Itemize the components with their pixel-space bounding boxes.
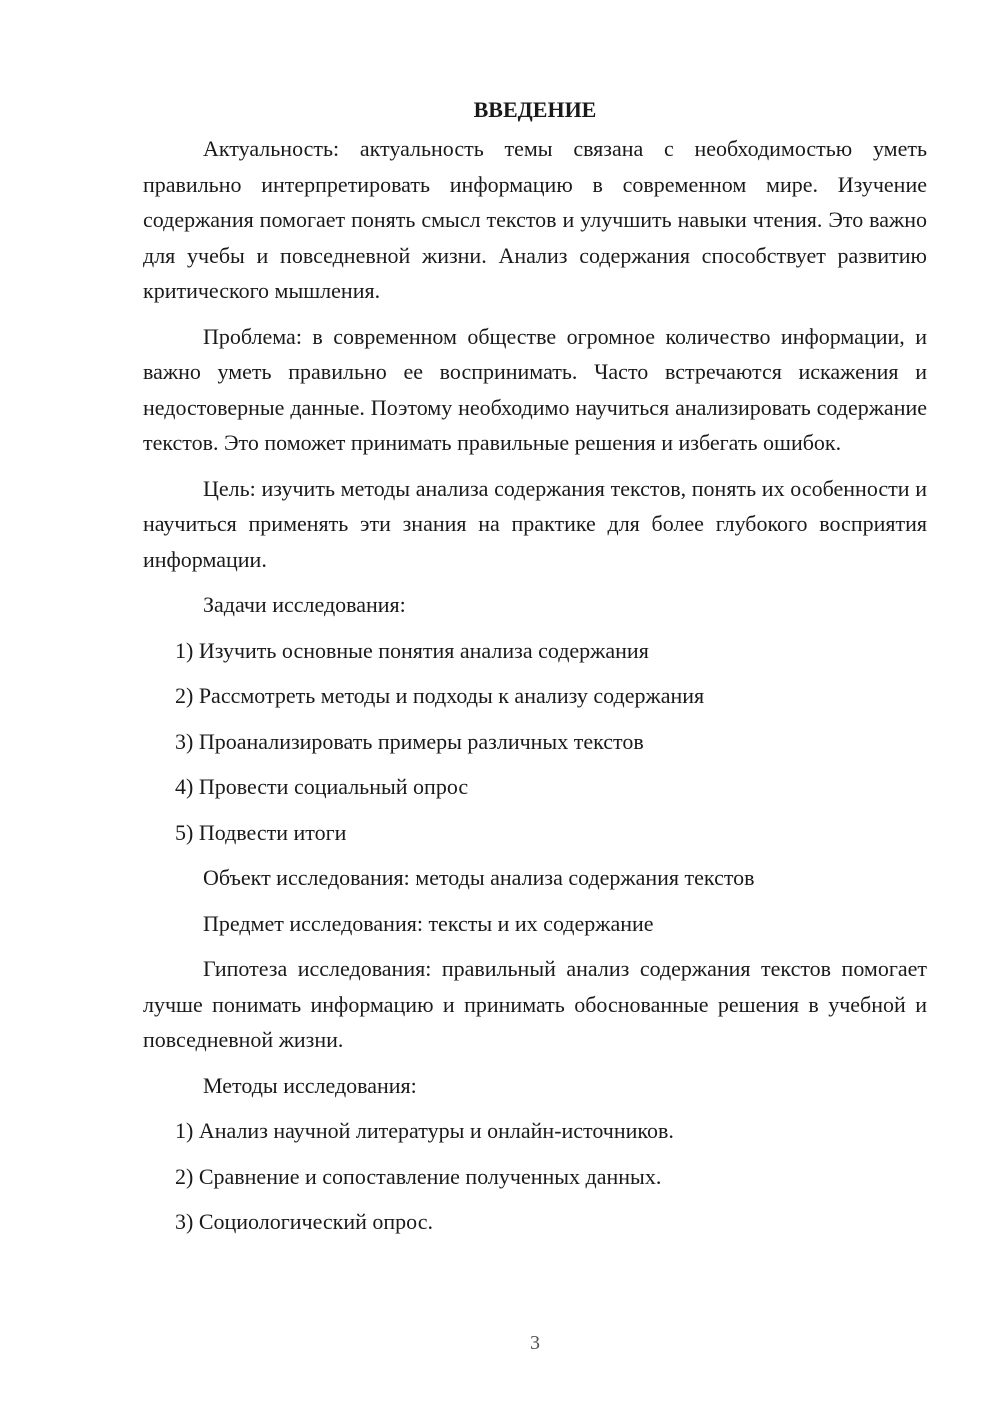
tasks-list: [143, 633, 927, 851]
page-number: 3: [530, 1332, 540, 1354]
list-item: 1) Анализ научной литературы и онлайн-источников.: [175, 1118, 674, 1143]
list-item: 5) Подвести итоги: [175, 819, 347, 845]
list-item: 4) Провести социальный опрос: [175, 774, 469, 799]
list-item: 3) Проанализировать примеры различных текстов: [175, 728, 644, 754]
goal-paragraph: Цель: изучить методы анализа содержания текстов, понять их особенности и научиться применять эти знания на практике для более глубокого восприятия информации.: [143, 475, 927, 572]
problem-paragraph: Проблема: в современном обществе огромное количество информации, и важно уметь правильно ее воспринимать. Часто встречаются искажения и недостоверные данные. Поэтому необходимо научиться анализировать содержание текстов. Это поможет принимать правильные решения и избегать ошибок.: [143, 323, 927, 455]
object-paragraph: Объект исследования: методы анализа содержания текстов: [203, 865, 755, 890]
list-item: 3) Социологический опрос.: [175, 1209, 433, 1234]
methods-list: [143, 1113, 927, 1240]
document-title: ВВЕДЕНИЕ: [473, 97, 597, 122]
list-item: 2) Сравнение и сопоставление полученных данных.: [175, 1163, 662, 1189]
relevance-paragraph: Актуальность: актуальность темы связана с необходимостью уметь правильно интерпретировать информацию в современном мире. Изучение содержания помогает понять смысл текстов и улучшить навыки чтения. Это важно для учебы и повседневной жизни. Анализ содержания способствует развитию критического мышления.: [143, 136, 927, 303]
subject-paragraph: Предмет исследования: тексты и их содержание: [203, 910, 654, 936]
tasks-heading: Задачи исследования:: [203, 592, 406, 617]
list-item: 1) Изучить основные понятия анализа содержания: [175, 637, 649, 663]
document-page: [143, 92, 927, 1250]
list-item: 2) Рассмотреть методы и подходы к анализу содержания: [175, 683, 705, 708]
hypothesis-paragraph: Гипотеза исследования: правильный анализ содержания текстов помогает лучше понимать информацию и принимать обоснованные решения в учебной и повседневной жизни.: [143, 956, 927, 1052]
methods-heading: Методы исследования:: [203, 1072, 417, 1098]
